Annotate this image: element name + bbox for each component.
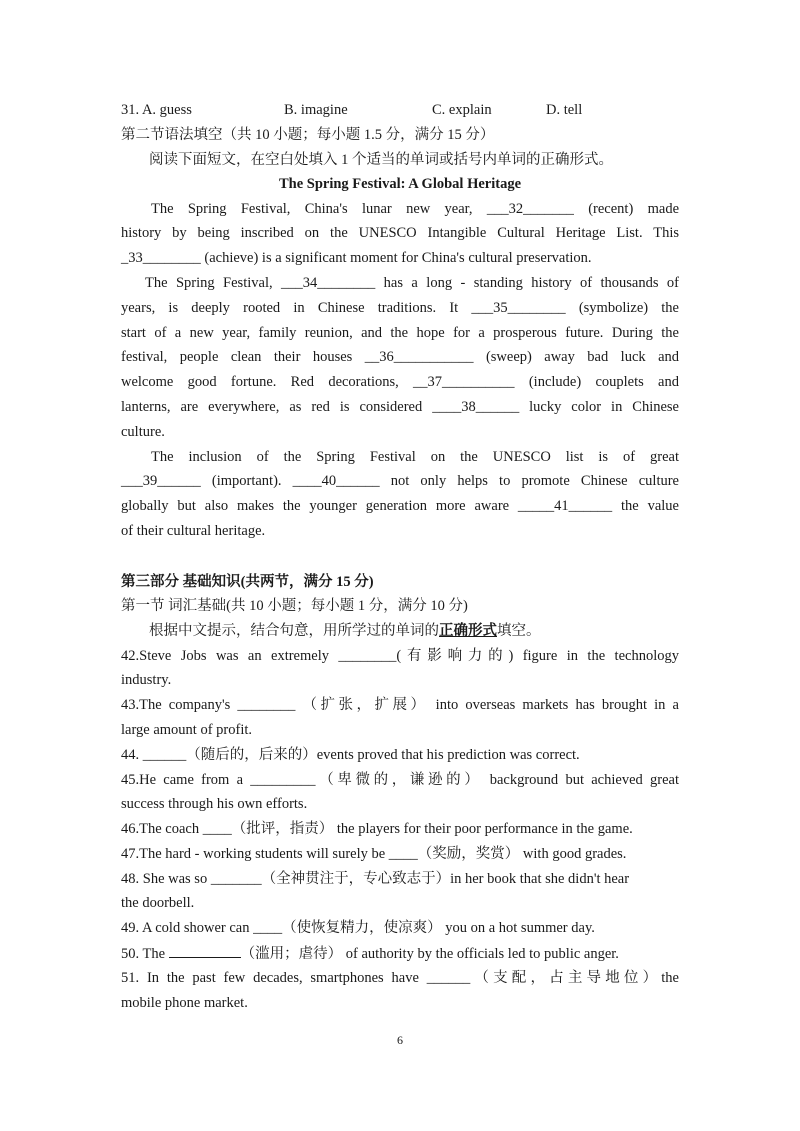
passage-line: years, is deeply rooted in Chinese traditions. It ___35________ (symbolize) the — [121, 300, 679, 316]
question-item: 45.He came from a _________（卑微的，谦逊的） background but achieved great — [121, 772, 679, 788]
passage-line: of their cultural heritage. — [121, 523, 266, 539]
question-item: 47.The hard - working students will surely be ____（奖励，奖赏） with good grades. — [121, 846, 627, 862]
passage-line: festival, people clean their houses __36___________ (sweep) away bad luck and — [121, 349, 679, 365]
question-item: 46.The coach ____（批评，指责） the players for their poor performance in the game. — [121, 821, 633, 837]
passage-line: The Spring Festival, China's lunar new year, ___32_______ (recent) made — [151, 201, 679, 217]
question-item: 49. A cold shower can ____（使恢复精力，使凉爽） you on a hot summer day. — [121, 920, 595, 936]
passage-line: culture. — [121, 424, 165, 440]
emphasis-correct-form: 正确形式 — [439, 623, 497, 639]
option-c: C. explain — [432, 102, 492, 118]
question-item: 44. ______（随后的，后来的）events proved that his prediction was correct. — [121, 747, 580, 763]
passage-line: lanterns, are everywhere, as red is considered ____38______ lucky color in Chinese — [121, 399, 679, 415]
passage-line: ___39______ (important). ____40______ not only helps to promote Chinese culture — [121, 473, 679, 489]
question-item: 48. She was so _______（全神贯注于，专心致志于）in her book that she didn't hear — [121, 871, 630, 887]
passage-line: The Spring Festival, ___34________ has a long - standing history of thousands of — [145, 275, 679, 291]
question-item: 43.The company's ________ （扩张，扩展） into overseas markets has brought in a — [121, 697, 679, 713]
option-b: B. imagine — [284, 102, 348, 118]
passage-title: The Spring Festival: A Global Heritage — [278, 176, 522, 192]
section2-heading: 第二节语法填空（共 10 小题；每小题 1.5 分，满分 15 分） — [121, 127, 495, 143]
page-number: 6 — [397, 1033, 403, 1047]
option-d: D. tell — [546, 102, 583, 118]
passage-line: start of a new year, family reunion, and the hope for a prosperous future. During the — [121, 325, 679, 341]
question-item: 42.Steve Jobs was an extremely ________(有影响力的) figure in the technology — [121, 648, 679, 664]
question-item: success through his own efforts. — [121, 796, 308, 812]
part3-instruction: 根据中文提示，结合句意，用所学过的单词的正确形式填空。 — [149, 623, 541, 639]
question-51: 51. In the past few decades, smartphones have ______（支配，占主导地位）the — [121, 970, 679, 986]
passage-line: history by being inscribed on the UNESCO Intangible Cultural Heritage List. This — [121, 225, 679, 241]
passage-line: globally but also makes the younger generation more aware _____41______ the value — [121, 498, 679, 514]
part3-section1-heading: 第一节 词汇基础(共 10 小题；每小题 1 分，满分 10 分) — [121, 598, 468, 614]
question-item: large amount of profit. — [121, 722, 253, 738]
passage-line: welcome good fortune. Red decorations, __37__________ (include) couplets and — [121, 374, 679, 390]
question-51-cont: mobile phone market. — [121, 995, 248, 1011]
question-item: the doorbell. — [121, 895, 195, 911]
option-a: 31. A. guess — [121, 102, 192, 118]
passage-line: _33________ (achieve) is a significant moment for China's cultural preservation. — [121, 250, 592, 266]
question-50: 50. The （滥用；虐待） of authority by the officials led to public anger. — [121, 943, 679, 964]
question-item: industry. — [121, 672, 172, 688]
passage-line: The inclusion of the Spring Festival on the UNESCO list is of great — [151, 449, 679, 465]
part3-heading: 第三部分 基础知识(共两节，满分 15 分) — [121, 574, 374, 590]
answer-blank[interactable] — [169, 943, 241, 958]
section2-instruction: 阅读下面短文，在空白处填入 1 个适当的单词或括号内单词的正确形式。 — [149, 152, 613, 168]
